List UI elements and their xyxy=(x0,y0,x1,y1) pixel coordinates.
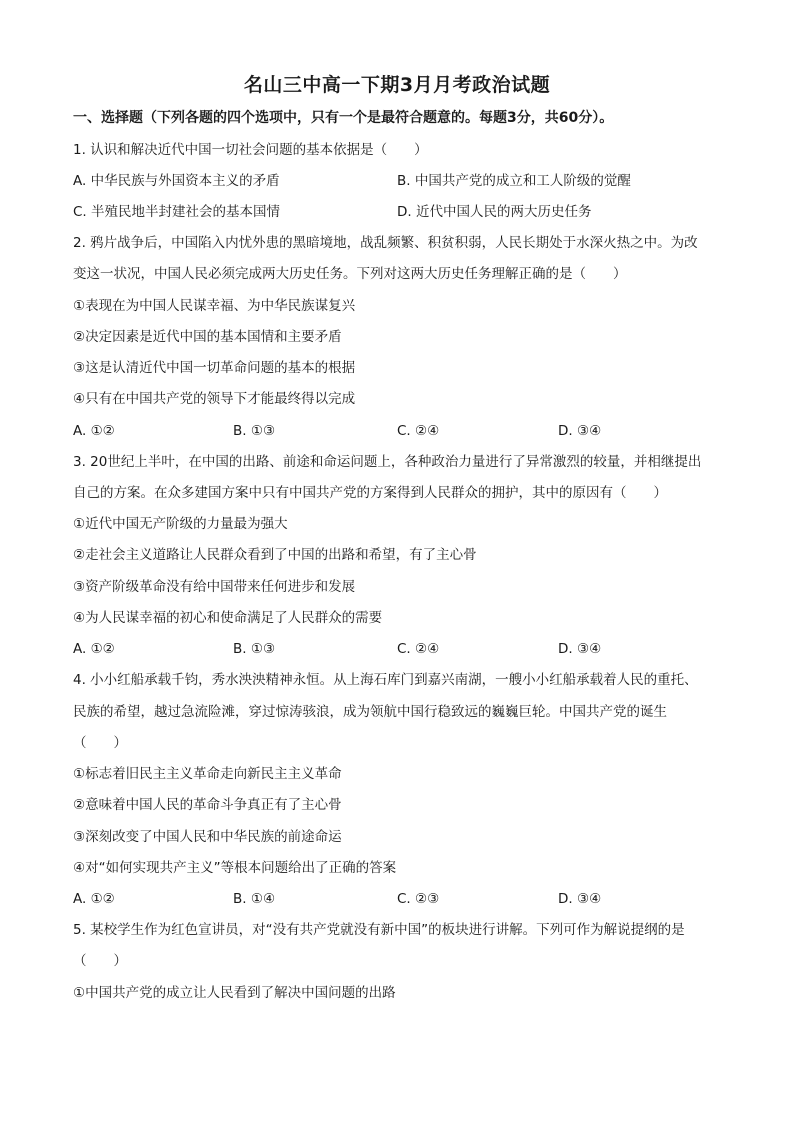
q3-option-b: B. ①③ xyxy=(233,641,276,657)
question-3-item-2: ②走社会主义道路让人民群众看到了中国的出路和希望，有了主心骨 xyxy=(73,547,477,563)
q2-option-b: B. ①③ xyxy=(233,423,276,439)
q4-option-c: C. ②③ xyxy=(397,891,440,907)
question-5-stem-line-1: 5. 某校学生作为红色宣讲员，对“没有共产党就没有新中国”的板块进行讲解。下列可作为解说提纲的是 xyxy=(73,922,685,938)
section-heading: 一、选择题（下列各题的四个选项中，只有一个是最符合题意的。每题3分，共60分）。 xyxy=(73,110,614,126)
q3-option-a: A. ①② xyxy=(73,641,115,657)
q4-option-b: B. ①④ xyxy=(233,891,276,907)
question-3-item-3: ③资产阶级革命没有给中国带来任何进步和发展 xyxy=(73,579,356,595)
question-4-stem-line-3: （ ） xyxy=(73,735,127,751)
exam-title: 名山三中高一下期3月月考政治试题 xyxy=(243,74,551,96)
question-4-item-3: ③深刻改变了中国人民和中华民族的前途命运 xyxy=(73,829,342,845)
question-4-item-4: ④对“如何实现共产主义”等根本问题给出了正确的答案 xyxy=(73,860,397,876)
question-2-item-1: ①表现在为中国人民谋幸福、为中华民族谋复兴 xyxy=(73,298,356,314)
question-4-item-2: ②意味着中国人民的革命斗争真正有了主心骨 xyxy=(73,797,342,813)
question-3-item-4: ④为人民谋幸福的初心和使命满足了人民群众的需要 xyxy=(73,610,383,626)
q3-option-c: C. ②④ xyxy=(397,641,440,657)
question-2-stem-line-2: 变这一状况，中国人民必须完成两大历史任务。下列对这两大历史任务理解正确的是（ ） xyxy=(73,266,627,282)
q3-option-d: D. ③④ xyxy=(558,641,602,657)
question-2-stem-line-1: 2. 鸦片战争后，中国陷入内忧外患的黑暗境地，战乱频繁、积贫积弱，人民长期处于水深火热之中。为改 xyxy=(73,235,698,251)
question-3-stem-line-2: 自己的方案。在众多建国方案中只有中国共产党的方案得到人民群众的拥护，其中的原因有（ ） xyxy=(73,485,667,501)
question-3-item-1: ①近代中国无产阶级的力量最为强大 xyxy=(73,516,288,532)
question-2-item-2: ②决定因素是近代中国的基本国情和主要矛盾 xyxy=(73,329,342,345)
question-2-item-3: ③这是认清近代中国一切革命问题的基本的根据 xyxy=(73,360,356,376)
question-4-stem-line-2: 民族的希望，越过急流险滩，穿过惊涛骇浪，成为领航中国行稳致远的巍巍巨轮。中国共产党的诞生 xyxy=(73,704,667,720)
q2-option-d: D. ③④ xyxy=(558,423,602,439)
question-2-item-4: ④只有在中国共产党的领导下才能最终得以完成 xyxy=(73,391,356,407)
q1-option-b: B. 中国共产党的成立和工人阶级的觉醒 xyxy=(397,173,631,189)
question-4-item-1: ①标志着旧民主主义革命走向新民主主义革命 xyxy=(73,766,342,782)
q4-option-a: A. ①② xyxy=(73,891,115,907)
q4-option-d: D. ③④ xyxy=(558,891,602,907)
question-3-stem-line-1: 3. 20世纪上半叶，在中国的出路、前途和命运问题上，各种政治力量进行了异常激烈的较量，并相继提出 xyxy=(73,454,702,470)
q1-option-d: D. 近代中国人民的两大历史任务 xyxy=(397,204,592,220)
question-5-stem-line-2: （ ） xyxy=(73,953,127,969)
q2-option-c: C. ②④ xyxy=(397,423,440,439)
q2-option-a: A. ①② xyxy=(73,423,115,439)
q1-option-c: C. 半殖民地半封建社会的基本国情 xyxy=(73,204,281,220)
question-5-item-1: ①中国共产党的成立让人民看到了解决中国问题的出路 xyxy=(73,985,396,1001)
question-1-stem: 1. 认识和解决近代中国一切社会问题的基本依据是（ ） xyxy=(73,142,428,158)
question-4-stem-line-1: 4. 小小红船承载千钧，秀水泱泱精神永恒。从上海石库门到嘉兴南湖，一艘小小红船承载着人民的重托、 xyxy=(73,672,698,688)
q1-option-a: A. 中华民族与外国资本主义的矛盾 xyxy=(73,173,280,189)
